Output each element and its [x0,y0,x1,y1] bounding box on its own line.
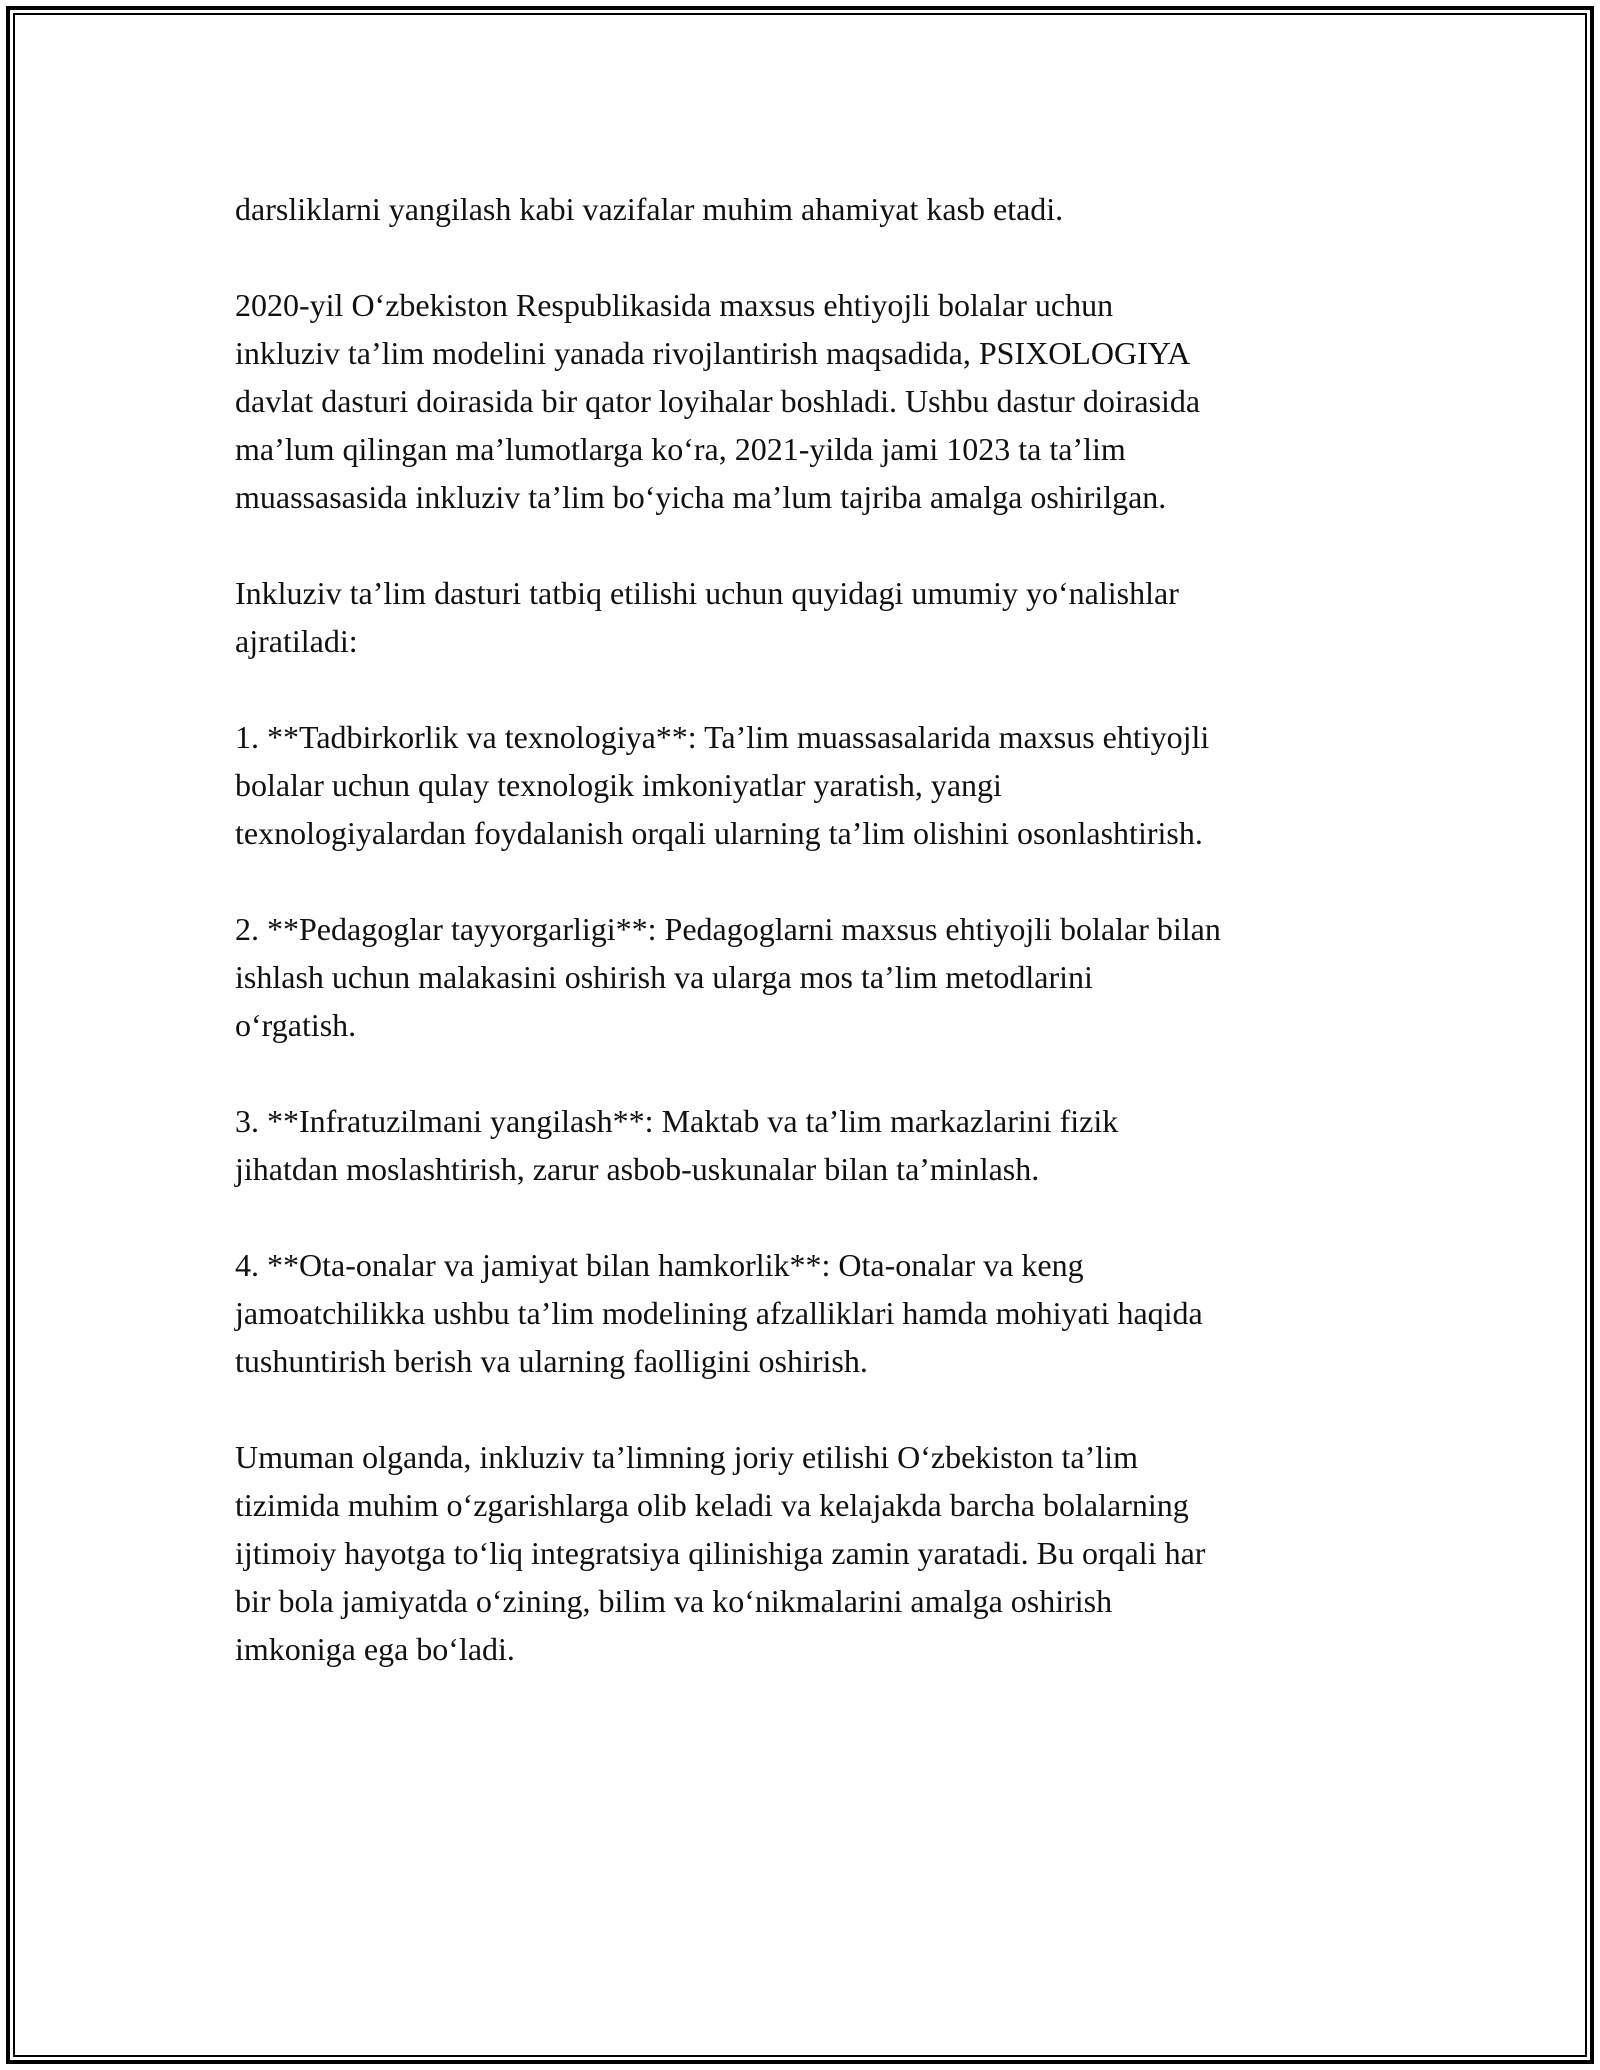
paragraph-program-intro: 2020-yil O‘zbekiston Respublikasida maxsus ehtiyojli bolalar uchun inkluziv ta’lim modelini yanada rivojlantirish maqsadida, PSIXOLOGIYA davlat dasturi doirasida bir qator loyihalar boshladi. Ushbu dastur doirasida ma’lum qilingan ma’lumotlarga ko‘ra, 2021-yilda jami 1023 ta ta’lim muassasasida inkluziv ta’lim bo‘yicha ma’lum tajriba amalga oshirilgan. [235,287,1201,515]
list-item-infrastructure: 3. **Infratuzilmani yangilash**: Maktab va ta’lim markazlarini fizik jihatdan moslashtirish, zarur asbob-uskunalar bilan ta’minlash. [235,1103,1119,1187]
list-item-technology: 1. **Tadbirkorlik va texnologiya**: Ta’lim muassasalarida maxsus ehtiyojli bolalar uchun qulay texnologik imkoniyatlar yaratish, yangi texnologiyalardan foydalanish orqali ularning ta’lim olishini osonlashtirish. [235,719,1210,851]
paragraph-continuation: darsliklarni yangilash kabi vazifalar muhim ahamiyat kasb etadi. [235,191,1064,227]
list-item-parents-society: 4. **Ota-onalar va jamiyat bilan hamkorlik**: Ota-onalar va keng jamoatchilikka ushbu ta’lim modelining afzalliklari hamda mohiyati haqida tushuntirish berish va ularning faolligini oshirish. [235,1247,1203,1379]
document-body [235,185,1375,1673]
paragraph-directions-intro: Inkluziv ta’lim dasturi tatbiq etilishi uchun quyidagi umumiy yo‘nalishlar ajratiladi: [235,575,1179,659]
paragraph-conclusion: Umuman olganda, inkluziv ta’limning joriy etilishi O‘zbekiston ta’lim tizimida muhim o‘zgarishlarga olib keladi va kelajakda barcha bolalarning ijtimoiy hayotga to‘liq integratsiya qilinishiga zamin yaratadi. Bu orqali har bir bola jamiyatda o‘zining, bilim va ko‘nikmalarini amalga oshirish imkoniga ega bo‘ladi. [235,1439,1206,1667]
list-item-teacher-training: 2. **Pedagoglar tayyorgarligi**: Pedagoglarni maxsus ehtiyojli bolalar bilan ishlash uchun malakasini oshirish va ularga mos ta’lim metodlarini o‘rgatish. [235,911,1221,1043]
